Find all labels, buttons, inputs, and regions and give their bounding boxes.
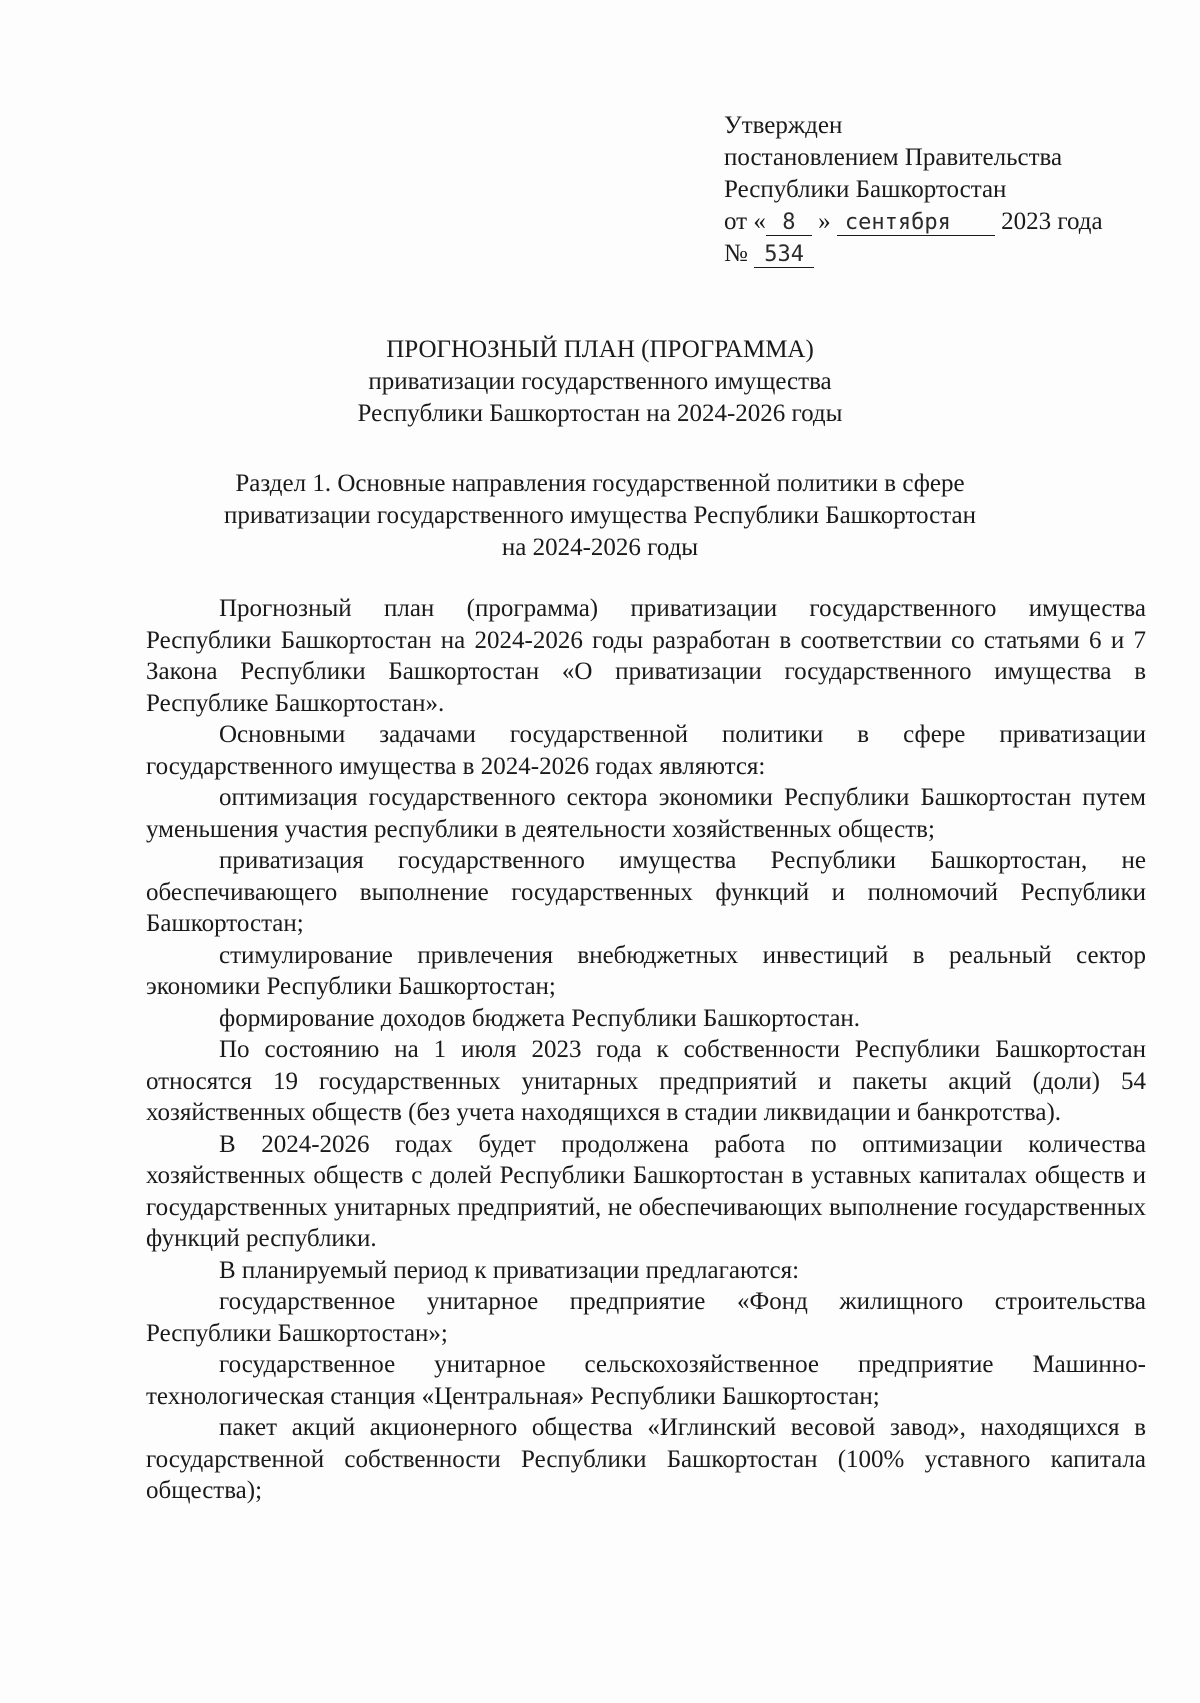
paragraph: государственное унитарное предприятие «Фонд жилищного строительства Республики Башкортостан»; [146,1288,1146,1347]
date-prefix: от « [724,208,766,235]
title-line-1: ПРОГНОЗНЫЙ ПЛАН (ПРОГРАММА) [386,336,814,363]
paragraph: стимулирование привлечения внебюджетных инвестиций в реальный сектор экономики Республики Башкортостан; [146,941,1146,1000]
body-text [146,593,1146,1507]
approval-line-1: Утвержден [724,112,843,139]
section-line-2: приватизации государственного имущества Республики Башкортостан [224,502,976,529]
paragraph: государственное унитарное сельскохозяйственное предприятие Машинно-технологическая станция «Центральная» Республики Башкортостан; [146,1351,1146,1410]
number-sign: № [724,240,748,267]
paragraph: По состоянию на 1 июля 2023 года к собственности Республики Башкортостан относятся 19 государственных унитарных предприятий и пакеты акций (доли) 54 хозяйственных обществ (без учета находящихся в стадии ликвидации и банкротства). [146,1036,1146,1126]
approval-stamp-block [724,110,1103,270]
section-line-3: на 2024-2026 годы [501,534,699,561]
paragraph: оптимизация государственного сектора экономики Республики Башкортостан путем уменьшения участия республики в деятельности хозяйственных обществ; [146,784,1146,843]
section-heading [0,468,1200,564]
title-line-3: Республики Башкортостан на 2024-2026 годы [357,400,843,427]
paragraph: приватизация государственного имущества Республики Башкортостан, не обеспечивающего выполнение государственных функций и полномочий Республики Башкортостан; [146,847,1146,937]
section-line-1: Раздел 1. Основные направления государственной политики в сфере [235,470,965,497]
paragraph: Основными задачами государственной политики в сфере приватизации государственного имущества в 2024-2026 годах являются: [146,721,1146,780]
approval-line-2: постановлением Правительства [724,144,1063,171]
title-line-2: приватизации государственного имущества [368,368,832,395]
date-year: 2023 года [1001,208,1103,235]
paragraph: пакет акций акционерного общества «Иглинский весовой завод», находящихся в государственной собственности Республики Башкортостан (100% уставного капитала общества); [146,1414,1146,1504]
date-day-handwritten: 8 [766,211,812,236]
date-month-handwritten: сентября [837,211,995,236]
document-title [0,334,1200,430]
decree-number-handwritten: 534 [754,243,814,268]
approval-number-line [724,238,1103,270]
date-mid: » [818,208,831,235]
paragraph: формирование доходов бюджета Республики Башкортостан. [219,1004,861,1032]
paragraph: В 2024-2026 годах будет продолжена работа по оптимизации количества хозяйственных обществ с долей Республики Башкортостан в уставных капиталах обществ и государственных унитарных предприятий, не обеспечивающих выполнение государственных функций республики. [146,1130,1146,1252]
paragraph: Прогнозный план (программа) приватизации государственного имущества Республики Башкортостан на 2024-2026 годы разработан в соответствии со статьями 6 и 7 Закона Республики Башкортостан «О приватизации государственного имущества в Республике Башкортостан». [146,595,1146,717]
approval-date-line [724,206,1103,238]
paragraph: В планируемый период к приватизации предлагаются: [219,1256,800,1284]
approval-line-3: Республики Башкортостан [724,176,1007,203]
